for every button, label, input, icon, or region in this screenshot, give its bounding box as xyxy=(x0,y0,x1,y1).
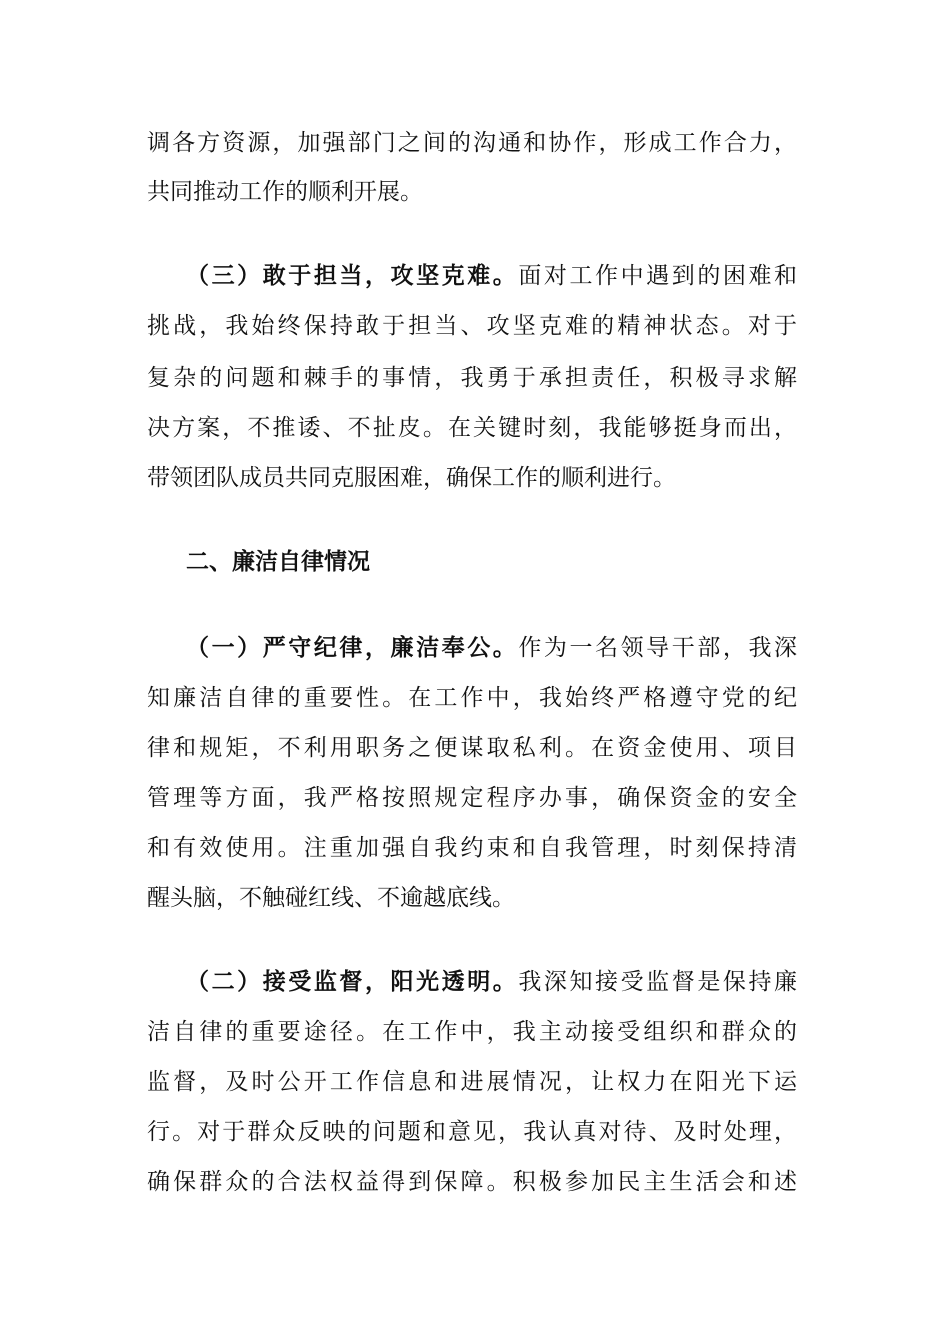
paragraph-text: 我深知接受监督是保持廉 xyxy=(518,969,798,995)
paragraph-title: （三）敢于担当，攻坚克难。 xyxy=(186,263,519,289)
paragraph-title: （二）接受监督，阳光透明。 xyxy=(186,969,519,995)
paragraph-title: （一）严守纪律，廉洁奉公。 xyxy=(186,635,519,661)
paragraph-line: 醒头脑，不触碰红线、不逾越底线。 xyxy=(147,885,515,911)
paragraph-first-line xyxy=(186,262,797,290)
paragraph-line: 挑战，我始终保持敢于担当、攻坚克难的精神状态。对于 xyxy=(147,313,797,339)
paragraph-line: 共同推动工作的顺利开展。 xyxy=(147,179,423,205)
paragraph-line: 调各方资源，加强部门之间的沟通和协作，形成工作合力， xyxy=(147,130,797,156)
paragraph-line: 知廉洁自律的重要性。在工作中，我始终严格遵守党的纪 xyxy=(147,685,797,711)
paragraph-line: 洁自律的重要途径。在工作中，我主动接受组织和群众的 xyxy=(147,1019,797,1045)
paragraph-line: 管理等方面，我严格按照规定程序办事，确保资金的安全 xyxy=(147,785,797,811)
section-heading: 二、廉洁自律情况 xyxy=(186,549,370,575)
paragraph-line: 复杂的问题和棘手的事情，我勇于承担责任，积极寻求解 xyxy=(147,365,797,391)
paragraph-first-line xyxy=(186,968,797,996)
paragraph-line: 确保群众的合法权益得到保障。积极参加民主生活会和述 xyxy=(147,1169,797,1195)
paragraph-line: 带领团队成员共同克服困难，确保工作的顺利进行。 xyxy=(147,465,676,491)
paragraph-line: 行。对于群众反映的问题和意见，我认真对待、及时处理， xyxy=(147,1119,797,1145)
paragraph-line: 监督，及时公开工作信息和进展情况，让权力在阳光下运 xyxy=(147,1069,797,1095)
paragraph-text: 作为一名领导干部，我深 xyxy=(518,635,798,661)
paragraph-line: 和有效使用。注重加强自我约束和自我管理，时刻保持清 xyxy=(147,835,797,861)
paragraph-first-line xyxy=(186,634,797,662)
paragraph-line: 律和规矩，不利用职务之便谋取私利。在资金使用、项目 xyxy=(147,735,797,761)
paragraph-text: 面对工作中遇到的困难和 xyxy=(518,263,798,289)
paragraph-line: 决方案，不推诿、不扯皮。在关键时刻，我能够挺身而出， xyxy=(147,415,797,441)
